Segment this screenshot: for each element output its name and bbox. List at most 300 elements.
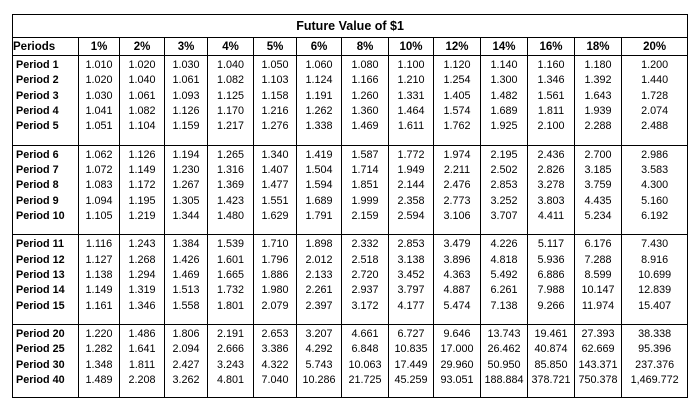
value-cell xyxy=(208,56,254,146)
fv-value: 3.583 xyxy=(641,164,669,176)
fv-value: 2.853 xyxy=(490,179,518,192)
fv-value: 5.474 xyxy=(443,299,471,312)
period-label-cell xyxy=(13,235,79,325)
fv-value: 3.138 xyxy=(397,253,425,266)
fv-value: 4.226 xyxy=(490,238,518,251)
value-cell xyxy=(297,325,342,398)
fv-value: 27.393 xyxy=(581,328,615,341)
fv-value: 1.574 xyxy=(443,104,471,117)
fv-value: 2.427 xyxy=(172,358,200,371)
fv-value: 5.492 xyxy=(490,269,518,281)
fv-value: 1.294 xyxy=(128,269,156,281)
rate-header: 12% xyxy=(434,38,481,56)
fv-value: 1.220 xyxy=(85,328,113,341)
period-label: Period 1 xyxy=(16,59,59,71)
fv-value: 19.461 xyxy=(534,328,568,341)
fv-value: 1.980 xyxy=(261,284,289,297)
fv-value: 1.254 xyxy=(443,74,471,87)
value-cell xyxy=(254,325,297,398)
fv-value: 4.322 xyxy=(261,358,289,371)
fv-value: 11.974 xyxy=(581,299,615,312)
fv-value: 1.126 xyxy=(128,148,156,161)
fv-value: 1.010 xyxy=(85,59,113,71)
fv-value: 1.138 xyxy=(85,269,113,281)
period-label: Period 7 xyxy=(16,164,59,176)
fv-value: 1.811 xyxy=(128,358,156,371)
fv-value: 1.140 xyxy=(490,59,518,71)
table-title: Future Value of $1 xyxy=(13,15,688,38)
fv-value: 1.103 xyxy=(261,74,289,87)
period-label: Period 8 xyxy=(16,179,59,192)
fv-value: 2.159 xyxy=(351,209,379,222)
fv-value: 1.300 xyxy=(490,74,518,87)
rate-header: 18% xyxy=(575,38,622,56)
fv-value: 1.040 xyxy=(128,74,156,87)
fv-value: 2.518 xyxy=(351,253,379,266)
fv-value: 2.397 xyxy=(305,299,333,312)
fv-value: 1.348 xyxy=(85,358,113,371)
fv-value: 1.587 xyxy=(351,148,379,161)
fv-value: 1.426 xyxy=(172,253,200,266)
value-cell xyxy=(165,56,208,146)
fv-value: 1.260 xyxy=(351,89,379,102)
fv-value: 26.462 xyxy=(487,343,521,356)
fv-value: 143.371 xyxy=(578,358,618,371)
fv-value: 13.743 xyxy=(487,328,521,341)
fv-value: 9.646 xyxy=(443,328,471,341)
fv-value: 1.346 xyxy=(128,299,156,312)
value-cell xyxy=(79,56,120,146)
fv-value: 15.407 xyxy=(638,299,672,312)
fv-value: 8.599 xyxy=(584,269,612,281)
fv-value: 1.210 xyxy=(397,74,425,87)
fv-value: 1.392 xyxy=(584,74,612,87)
fv-value: 1.262 xyxy=(305,104,333,117)
value-cell xyxy=(297,56,342,146)
fv-value: 1.126 xyxy=(172,104,200,117)
future-value-table xyxy=(12,14,688,398)
fv-value: 1.061 xyxy=(128,89,156,102)
fv-value: 1.331 xyxy=(397,89,425,102)
fv-value: 95.396 xyxy=(638,343,672,356)
rate-header: 6% xyxy=(297,38,342,56)
rate-header: 20% xyxy=(622,38,688,56)
fv-value: 1.082 xyxy=(128,104,156,117)
fv-value: 1.230 xyxy=(172,164,200,176)
fv-value: 1.100 xyxy=(397,59,425,71)
fv-value: 1.806 xyxy=(172,328,200,341)
fv-value: 1.925 xyxy=(490,120,518,133)
fv-value: 3.106 xyxy=(443,209,471,222)
fv-value: 1.172 xyxy=(128,179,156,192)
fv-value: 1.125 xyxy=(216,89,245,102)
fv-value: 3.185 xyxy=(584,164,612,176)
fv-value: 1.886 xyxy=(261,269,289,281)
fv-value: 1.061 xyxy=(172,74,200,87)
fv-value: 2.476 xyxy=(443,179,471,192)
value-cell xyxy=(79,235,120,325)
value-cell xyxy=(120,325,165,398)
fv-value: 5.743 xyxy=(305,358,333,371)
value-cell xyxy=(342,145,389,235)
fv-value: 1.243 xyxy=(128,238,156,251)
fv-value: 5.160 xyxy=(641,194,669,207)
fv-value: 2.144 xyxy=(397,179,425,192)
period-label-cell xyxy=(13,145,79,235)
fv-value: 1.319 xyxy=(128,284,156,297)
fv-value: 1.072 xyxy=(85,164,113,176)
fv-value: 4.292 xyxy=(305,343,333,356)
fv-value: 10.699 xyxy=(638,269,672,281)
fv-value: 1.611 xyxy=(397,120,425,133)
fv-value: 1.082 xyxy=(216,74,245,87)
fv-value: 1.127 xyxy=(85,253,113,266)
fv-value: 1.772 xyxy=(397,148,425,161)
period-group xyxy=(13,56,688,146)
fv-value: 1.423 xyxy=(216,194,245,207)
fv-value: 1.384 xyxy=(172,238,200,251)
fv-value: 1.710 xyxy=(261,238,289,251)
period-label: Period 4 xyxy=(16,104,59,117)
fv-value: 7.138 xyxy=(490,299,518,312)
fv-value: 7.430 xyxy=(641,238,669,251)
fv-value: 2.502 xyxy=(490,164,518,176)
fv-value: 1.551 xyxy=(261,194,289,207)
fv-value: 50.950 xyxy=(487,358,521,371)
period-label: Period 25 xyxy=(16,343,65,356)
fv-value: 3.479 xyxy=(443,238,471,251)
fv-value: 1.305 xyxy=(172,194,200,207)
fv-value: 1.419 xyxy=(305,148,333,161)
rate-header: 14% xyxy=(481,38,528,56)
value-cell xyxy=(342,235,389,325)
fv-value: 1.120 xyxy=(443,59,471,71)
fv-value: 2.211 xyxy=(443,164,471,176)
fv-value: 2.773 xyxy=(443,194,471,207)
fv-value: 1.791 xyxy=(305,209,333,222)
fv-value: 17.449 xyxy=(394,358,428,371)
fv-value: 1.732 xyxy=(216,284,245,297)
fv-value: 1.480 xyxy=(216,209,245,222)
fv-value: 2.853 xyxy=(397,238,425,251)
fv-value: 10.286 xyxy=(302,374,336,386)
fv-value: 8.916 xyxy=(641,253,669,266)
fv-value: 2.436 xyxy=(537,148,565,161)
fv-value: 1.030 xyxy=(172,59,200,71)
fv-value: 5.936 xyxy=(537,253,565,266)
fv-value: 1.160 xyxy=(537,59,565,71)
fv-value: 1.486 xyxy=(128,328,156,341)
fv-value: 4.887 xyxy=(443,284,471,297)
rate-header: 16% xyxy=(528,38,575,56)
fv-value: 1.041 xyxy=(85,104,113,117)
fv-value: 12.839 xyxy=(638,284,672,297)
fv-value: 1.194 xyxy=(172,148,200,161)
fv-value: 7.288 xyxy=(584,253,612,266)
fv-value: 3.172 xyxy=(351,299,379,312)
value-cell xyxy=(342,325,389,398)
fv-value: 4.363 xyxy=(443,269,471,281)
fv-value: 40.874 xyxy=(534,343,568,356)
fv-value: 1.062 xyxy=(85,148,113,161)
fv-value: 85.850 xyxy=(534,358,568,371)
fv-value: 1.360 xyxy=(351,104,379,117)
fv-value: 1.477 xyxy=(261,179,289,192)
value-cell xyxy=(575,145,622,235)
fv-value: 1.040 xyxy=(216,59,245,71)
value-cell xyxy=(575,325,622,398)
value-cell xyxy=(389,235,434,325)
fv-value: 1.561 xyxy=(537,89,565,102)
fv-value: 1.161 xyxy=(85,299,113,312)
value-cell xyxy=(481,145,528,235)
fv-value: 3.797 xyxy=(397,284,425,297)
fv-value: 1.268 xyxy=(128,253,156,266)
fv-value: 1.219 xyxy=(128,209,156,222)
fv-value: 1.180 xyxy=(584,59,612,71)
period-label: Period 5 xyxy=(16,120,59,133)
fv-value: 1.104 xyxy=(128,120,156,133)
fv-value: 2.012 xyxy=(305,253,333,266)
fv-value: 6.261 xyxy=(490,284,518,297)
fv-value: 1.282 xyxy=(85,343,113,356)
fv-value: 2.653 xyxy=(261,328,289,341)
fv-value: 7.988 xyxy=(537,284,565,297)
fv-value: 9.266 xyxy=(537,299,565,312)
fv-value: 2.700 xyxy=(584,148,612,161)
fv-value: 1.949 xyxy=(397,164,425,176)
fv-value: 3.759 xyxy=(584,179,612,192)
value-cell xyxy=(297,145,342,235)
fv-value: 4.801 xyxy=(216,374,245,386)
fv-value: 1.464 xyxy=(397,104,425,117)
fv-value: 1.020 xyxy=(128,59,156,71)
fv-value: 1.149 xyxy=(85,284,113,297)
fv-value: 3.452 xyxy=(397,269,425,281)
rate-header: 5% xyxy=(254,38,297,56)
fv-value: 4.177 xyxy=(397,299,425,312)
fv-value: 2.826 xyxy=(537,164,565,176)
value-cell xyxy=(208,235,254,325)
fv-value: 1.489 xyxy=(85,374,113,386)
fv-value: 1.265 xyxy=(216,148,245,161)
fv-value: 3.707 xyxy=(490,209,518,222)
value-cell xyxy=(434,325,481,398)
value-cell xyxy=(120,145,165,235)
fv-value: 4.818 xyxy=(490,253,518,266)
fv-value: 1.504 xyxy=(305,164,333,176)
fv-value: 3.803 xyxy=(537,194,565,207)
fv-value: 1.513 xyxy=(172,284,200,297)
value-cell xyxy=(434,235,481,325)
fv-value: 1.939 xyxy=(584,104,612,117)
fv-value: 2.191 xyxy=(216,328,245,341)
value-cell xyxy=(622,235,688,325)
fv-value: 5.117 xyxy=(537,238,565,251)
fv-value: 1.344 xyxy=(172,209,200,222)
fv-value: 1.149 xyxy=(128,164,156,176)
fv-value: 7.040 xyxy=(261,374,289,386)
period-label: Period 10 xyxy=(16,209,65,222)
value-cell xyxy=(120,56,165,146)
period-group xyxy=(13,145,688,235)
value-cell xyxy=(389,145,434,235)
rate-header: 3% xyxy=(165,38,208,56)
fv-value: 1.728 xyxy=(641,89,669,102)
value-cell xyxy=(208,145,254,235)
value-cell xyxy=(297,235,342,325)
fv-value: 2.094 xyxy=(172,343,200,356)
fv-value: 1.469 xyxy=(351,120,379,133)
value-cell xyxy=(165,325,208,398)
fv-value: 1.689 xyxy=(490,104,518,117)
fv-value: 2.261 xyxy=(305,284,333,297)
period-label-cell xyxy=(13,325,79,398)
value-cell xyxy=(575,56,622,146)
rate-header: 2% xyxy=(120,38,165,56)
column-header-row xyxy=(13,38,688,56)
fv-value: 1.346 xyxy=(537,74,565,87)
value-cell xyxy=(165,235,208,325)
fv-value: 3.278 xyxy=(537,179,565,192)
fv-value: 3.243 xyxy=(216,358,245,371)
rate-header: 10% xyxy=(389,38,434,56)
value-cell xyxy=(481,325,528,398)
value-cell xyxy=(434,56,481,146)
fv-value: 2.488 xyxy=(641,120,669,133)
period-label: Period 9 xyxy=(16,194,59,207)
fv-value: 2.720 xyxy=(351,269,379,281)
fv-value: 1.338 xyxy=(305,120,333,133)
period-group xyxy=(13,235,688,325)
fv-value: 1.440 xyxy=(641,74,669,87)
fv-value: 21.725 xyxy=(348,374,382,386)
period-label: Period 3 xyxy=(16,89,59,102)
fv-value: 1.166 xyxy=(351,74,379,87)
value-cell xyxy=(528,145,575,235)
value-cell xyxy=(342,56,389,146)
period-label: Period 2 xyxy=(16,74,59,87)
fv-value: 1.217 xyxy=(216,120,245,133)
fv-value: 4.300 xyxy=(641,179,669,192)
rate-header: 1% xyxy=(79,38,120,56)
fv-value: 62.669 xyxy=(581,343,615,356)
period-label: Period 15 xyxy=(16,299,65,312)
fv-value: 1.801 xyxy=(216,299,245,312)
value-cell xyxy=(165,145,208,235)
value-cell xyxy=(528,235,575,325)
fv-value: 1.796 xyxy=(261,253,289,266)
period-label: Period 11 xyxy=(16,238,65,251)
value-cell xyxy=(481,56,528,146)
fv-value: 1.083 xyxy=(85,179,113,192)
fv-value: 1.999 xyxy=(351,194,379,207)
fv-value: 1.469 xyxy=(172,269,200,281)
fv-value: 2.332 xyxy=(351,238,379,251)
fv-value: 1.060 xyxy=(305,59,333,71)
fv-value: 1.665 xyxy=(216,269,245,281)
value-cell xyxy=(254,145,297,235)
period-label-cell xyxy=(13,56,79,146)
fv-value: 93.051 xyxy=(440,374,474,386)
fv-value: 1.267 xyxy=(172,179,200,192)
fv-value: 6.192 xyxy=(641,209,669,222)
fv-value: 1.216 xyxy=(261,104,289,117)
value-cell xyxy=(575,235,622,325)
fv-value: 1.093 xyxy=(172,89,200,102)
fv-value: 1,469.772 xyxy=(630,374,679,386)
fv-value: 1.629 xyxy=(261,209,289,222)
fv-value: 5.234 xyxy=(584,209,612,222)
fv-value: 2.594 xyxy=(397,209,425,222)
fv-value: 1.158 xyxy=(261,89,289,102)
fv-value: 2.208 xyxy=(128,374,156,386)
value-cell xyxy=(622,145,688,235)
fv-value: 1.714 xyxy=(351,164,379,176)
fv-value: 1.482 xyxy=(490,89,518,102)
fv-value: 1.641 xyxy=(128,343,156,356)
value-cell xyxy=(254,56,297,146)
fv-value: 750.378 xyxy=(578,374,618,386)
fv-value: 1.898 xyxy=(305,238,333,251)
fv-value: 1.094 xyxy=(85,194,113,207)
rate-header: 8% xyxy=(342,38,389,56)
fv-value: 2.986 xyxy=(641,148,669,161)
value-cell xyxy=(79,145,120,235)
period-label: Period 14 xyxy=(16,284,65,297)
fv-value: 1.762 xyxy=(443,120,471,133)
fv-value: 1.200 xyxy=(641,59,669,71)
fv-value: 2.100 xyxy=(537,120,565,133)
period-label: Period 40 xyxy=(16,374,65,386)
value-cell xyxy=(528,325,575,398)
fv-value: 3.896 xyxy=(443,253,471,266)
period-label: Period 30 xyxy=(16,358,65,371)
value-cell xyxy=(389,325,434,398)
fv-value: 6.848 xyxy=(351,343,379,356)
fv-value: 1.191 xyxy=(305,89,333,102)
value-cell xyxy=(481,235,528,325)
fv-value: 1.051 xyxy=(85,120,113,133)
value-cell xyxy=(254,235,297,325)
fv-value: 38.338 xyxy=(638,328,672,341)
fv-value: 1.316 xyxy=(216,164,245,176)
fv-value: 1.105 xyxy=(85,209,113,222)
fv-value: 237.376 xyxy=(635,358,675,371)
value-cell xyxy=(622,325,688,398)
fv-value: 2.133 xyxy=(305,269,333,281)
fv-value: 3.207 xyxy=(305,328,333,341)
fv-value: 3.386 xyxy=(261,343,289,356)
fv-value: 10.147 xyxy=(581,284,615,297)
fv-value: 1.050 xyxy=(261,59,289,71)
fv-value: 29.960 xyxy=(440,358,474,371)
fv-value: 2.288 xyxy=(584,120,612,133)
fv-value: 10.063 xyxy=(348,358,382,371)
fv-value: 1.811 xyxy=(537,104,565,117)
fv-value: 1.407 xyxy=(261,164,289,176)
fv-value: 2.937 xyxy=(351,284,379,297)
fv-value: 1.159 xyxy=(172,120,200,133)
fv-value: 1.020 xyxy=(85,74,113,87)
fv-value: 1.405 xyxy=(443,89,471,102)
fv-value: 1.080 xyxy=(351,59,379,71)
value-cell xyxy=(120,235,165,325)
fv-value: 3.262 xyxy=(172,374,200,386)
fv-value: 1.116 xyxy=(85,238,113,251)
fv-value: 1.340 xyxy=(261,148,289,161)
fv-value: 2.358 xyxy=(397,194,425,207)
